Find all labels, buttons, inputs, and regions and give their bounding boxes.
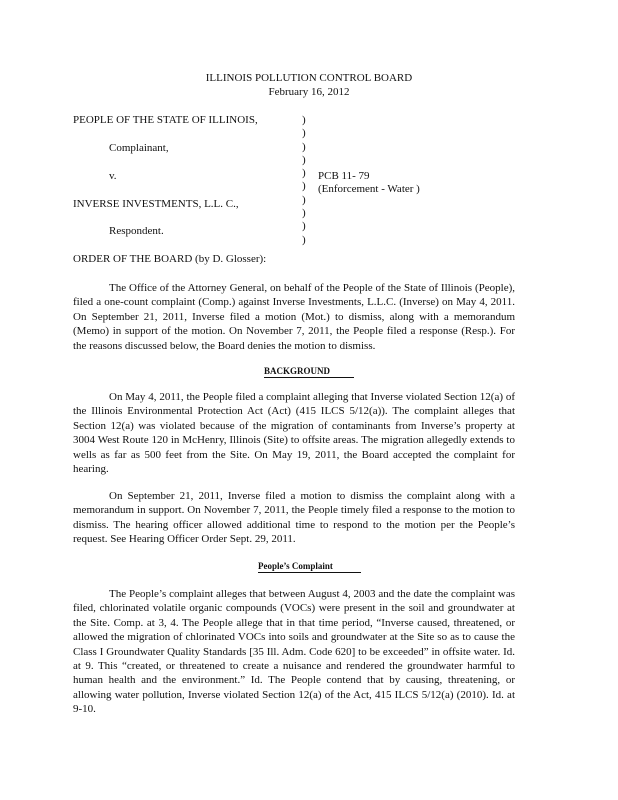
background-paragraph-2-text: On September 21, 2011, Inverse filed a motion to dismiss the complaint along with a memorandum in support. On November 7, 2011, the People timely filed a response to the motion to dismiss. The hearing officer allowed additional time to respond to the motion per the People’s request. See Hearing Officer Order Sept. 29, 2011. bbox=[73, 490, 515, 546]
caption-paren: ) bbox=[302, 220, 306, 233]
caption-paren: ) bbox=[302, 180, 306, 193]
background-paragraph-2 bbox=[73, 489, 515, 547]
caption-paren: ) bbox=[302, 114, 306, 126]
respondent-party: INVERSE INVESTMENTS, L.L. C., bbox=[73, 198, 239, 210]
case-type: (Enforcement - Water ) bbox=[318, 183, 420, 195]
order-of-board-line: ORDER OF THE BOARD (by D. Glosser): bbox=[73, 253, 267, 265]
versus-label: v. bbox=[109, 170, 117, 182]
caption-parentheses bbox=[302, 114, 306, 247]
caption-paren: ) bbox=[302, 193, 306, 206]
complainant-party: PEOPLE OF THE STATE OF ILLINOIS, bbox=[73, 114, 258, 126]
complaint-paragraph bbox=[73, 587, 515, 717]
respondent-role: Respondent. bbox=[109, 225, 164, 237]
caption-paren: ) bbox=[302, 233, 306, 246]
complainant-role: Complainant, bbox=[109, 142, 169, 154]
order-date: February 16, 2012 bbox=[268, 86, 350, 98]
intro-paragraph bbox=[73, 281, 515, 353]
background-paragraph-1 bbox=[73, 390, 515, 476]
background-paragraph-1-text: On May 4, 2011, the People filed a complaint alleging that Inverse violated Section 12(a) of the Illinois Environmental Protection Act (Act) (415 ILCS 5/12(a)). The complaint alleges that Section 12(a) was violated because of the migration of contaminants from Inverse’s property at 3004 West Route 120 in McHenry, Illinois (Site) to offsite areas. The migration allegedly extends to wells as far as 500 feet from the Site. On May 19, 2011, the Board accepted the complaint for hearing. bbox=[73, 391, 515, 476]
caption-paren: ) bbox=[302, 140, 306, 153]
peoples-complaint-heading: People’s Complaint bbox=[258, 560, 361, 573]
agency-title: ILLINOIS POLLUTION CONTROL BOARD bbox=[205, 72, 413, 84]
complaint-paragraph-text: The People’s complaint alleges that between August 4, 2003 and the date the complaint was filed, chlorinated volatile organic compounds (VOCs) were present in the soil and groundwater at the Site. Comp. at 3, 4. The People allege that in that time period, “Inverse caused, threatened, or allowed the migration of chlorinated VOCs into soils and groundwater at the Site so as to cause the Class I Groundwater Quality Standards [35 Ill. Adm. Code 620] to be exceeded” in offsite water. Id. at 9. This “created, or threatened to create a nuisance and rendered the groundwater harmful to human health and the environment.” Id. The People contend that by causing, threatening, or allowing water pollution, Inverse violated Section 12(a) of the Act, 415 ILCS 5/12(a) (2010). Id. at 9-10. bbox=[73, 588, 515, 716]
caption-paren: ) bbox=[302, 207, 306, 220]
caption-paren: ) bbox=[302, 127, 306, 140]
intro-paragraph-text: The Office of the Attorney General, on behalf of the People of the State of Illinois (People), filed a one-count complaint (Comp.) against Inverse Investments, L.L.C. (Inverse) on May 4, 2011. On September 21, 2011, Inverse filed a motion (Mot.) to dismiss, along with a memorandum (Memo) in support of the motion. On November 7, 2011, the People filed a response (Resp.). For the reasons discussed below, the Board denies the motion to dismiss. bbox=[73, 282, 515, 352]
background-heading: BACKGROUND bbox=[264, 365, 354, 378]
caption-paren: ) bbox=[302, 167, 306, 180]
case-number: PCB 11- 79 bbox=[318, 170, 370, 182]
caption-paren: ) bbox=[302, 153, 306, 166]
